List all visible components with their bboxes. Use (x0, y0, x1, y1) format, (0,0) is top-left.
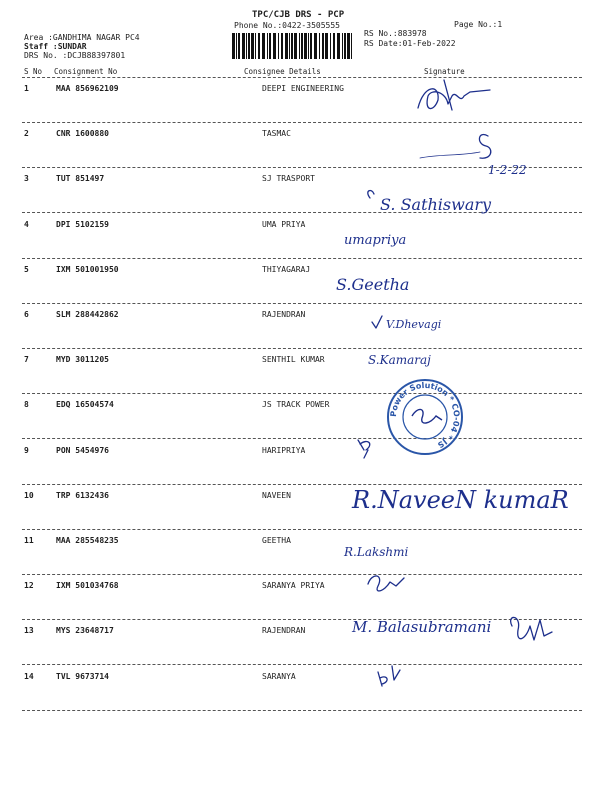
row-consignment-no: SLM 288442862 (56, 310, 119, 319)
col-header-signature: Signature (424, 67, 465, 76)
row-consignee: GEETHA (262, 536, 291, 545)
row-consignee: THIYAGARAJ (262, 265, 311, 274)
row-consignee: SARANYA (262, 672, 296, 681)
row-consignee: TASMAC (262, 129, 291, 138)
area-label: Area :GANDHIMA NAGAR PC4 (24, 33, 140, 42)
signature-4-text: umapriya (344, 233, 407, 248)
signature-2-date: 1-2-22 (488, 163, 527, 177)
row-consignee: HARIPRIYA (262, 446, 306, 455)
row-consignment-no: TVL 9673714 (56, 672, 109, 681)
row-consignee: RAJENDRAN (262, 310, 306, 319)
row-sno: 6 (24, 310, 29, 319)
rs-number: RS No.:883978 (364, 29, 427, 38)
row-sno: 3 (24, 174, 29, 183)
row-consignment-no: MYS 23648717 (56, 626, 114, 635)
signature-12-icon (368, 576, 404, 591)
page-number: Page No.:1 (454, 20, 503, 29)
signature-7-text: S.Kamaraj (368, 353, 431, 367)
seal-text: Power Solution * CO-04 * JS (388, 380, 462, 450)
row-consignee: DEEPI ENGINEERING (262, 84, 344, 93)
row-consignment-no: MAA 285548235 (56, 536, 119, 545)
staff-label: Staff :SUNDAR (24, 42, 87, 51)
signature-3-text: S. Sathiswary (380, 195, 492, 214)
row-consignment-no: MAA 856962109 (56, 84, 119, 93)
drs-number: DRS No. :DCJB88397801 (24, 51, 126, 60)
sheet-title: TPC/CJB DRS - PCP (252, 10, 345, 20)
row-sno: 13 (24, 626, 34, 635)
row-consignment-no: TUT 851497 (56, 174, 105, 183)
signature-5-text: S.Geetha (336, 275, 410, 294)
phone-number: Phone No.:0422-3505555 (234, 21, 340, 30)
row-consignee: SENTHIL KUMAR (262, 355, 325, 364)
row-sno: 9 (24, 446, 29, 455)
row-consignment-no: EDQ 16504574 (56, 400, 114, 409)
signature-3-icon (368, 191, 374, 198)
row-sno: 14 (24, 672, 34, 681)
signature-1-icon (418, 89, 490, 109)
signature-11-text: R.Lakshmi (344, 545, 409, 559)
signature-2-scribble-icon (420, 152, 480, 158)
rs-date: RS Date:01-Feb-2022 (364, 39, 456, 48)
company-seal-icon (386, 378, 464, 456)
row-sno: 7 (24, 355, 29, 364)
row-consignee: JS TRACK POWER (262, 400, 330, 409)
row-consignment-no: IXM 501001950 (56, 265, 119, 274)
signature-1-tail-icon (444, 80, 452, 110)
row-consignment-no: MYD 3011205 (56, 355, 109, 364)
row-consignment-no: DPI 5102159 (56, 220, 109, 229)
signature-10-text: R.NaveeN kumaR (352, 486, 569, 514)
row-sno: 5 (24, 265, 29, 274)
signature-6-icon (372, 316, 382, 328)
signature-13b-icon (511, 617, 552, 640)
row-sno: 4 (24, 220, 29, 229)
row-sno: 10 (24, 491, 34, 500)
signature-9-icon (358, 440, 370, 458)
row-sno: 2 (24, 129, 29, 138)
col-header-consignee: Consignee Details (244, 67, 321, 76)
row-sno: 8 (24, 400, 29, 409)
row-consignee: RAJENDRAN (262, 626, 306, 635)
col-header-sno: S No (24, 67, 43, 76)
signature-13-text: M. Balasubramani (352, 618, 492, 636)
signature-14-icon (378, 666, 400, 686)
row-consignee: NAVEEN (262, 491, 291, 500)
row-sno: 11 (24, 536, 34, 545)
signature-2-icon (479, 135, 490, 159)
row-sno: 1 (24, 84, 29, 93)
row-consignment-no: TRP 6132436 (56, 491, 109, 500)
col-header-consignment: Consignment No (54, 67, 118, 76)
row-consignee: SARANYA PRIYA (262, 581, 325, 590)
row-sno: 12 (24, 581, 34, 590)
row-consignment-no: IXM 501034768 (56, 581, 119, 590)
row-consignment-no: CNR 1600880 (56, 129, 109, 138)
row-consignee: SJ TRASPORT (262, 174, 315, 183)
row-consignment-no: PON 5454976 (56, 446, 109, 455)
signature-6-text: V.Dhevagi (386, 318, 442, 331)
row-consignee: UMA PRIYA (262, 220, 306, 229)
